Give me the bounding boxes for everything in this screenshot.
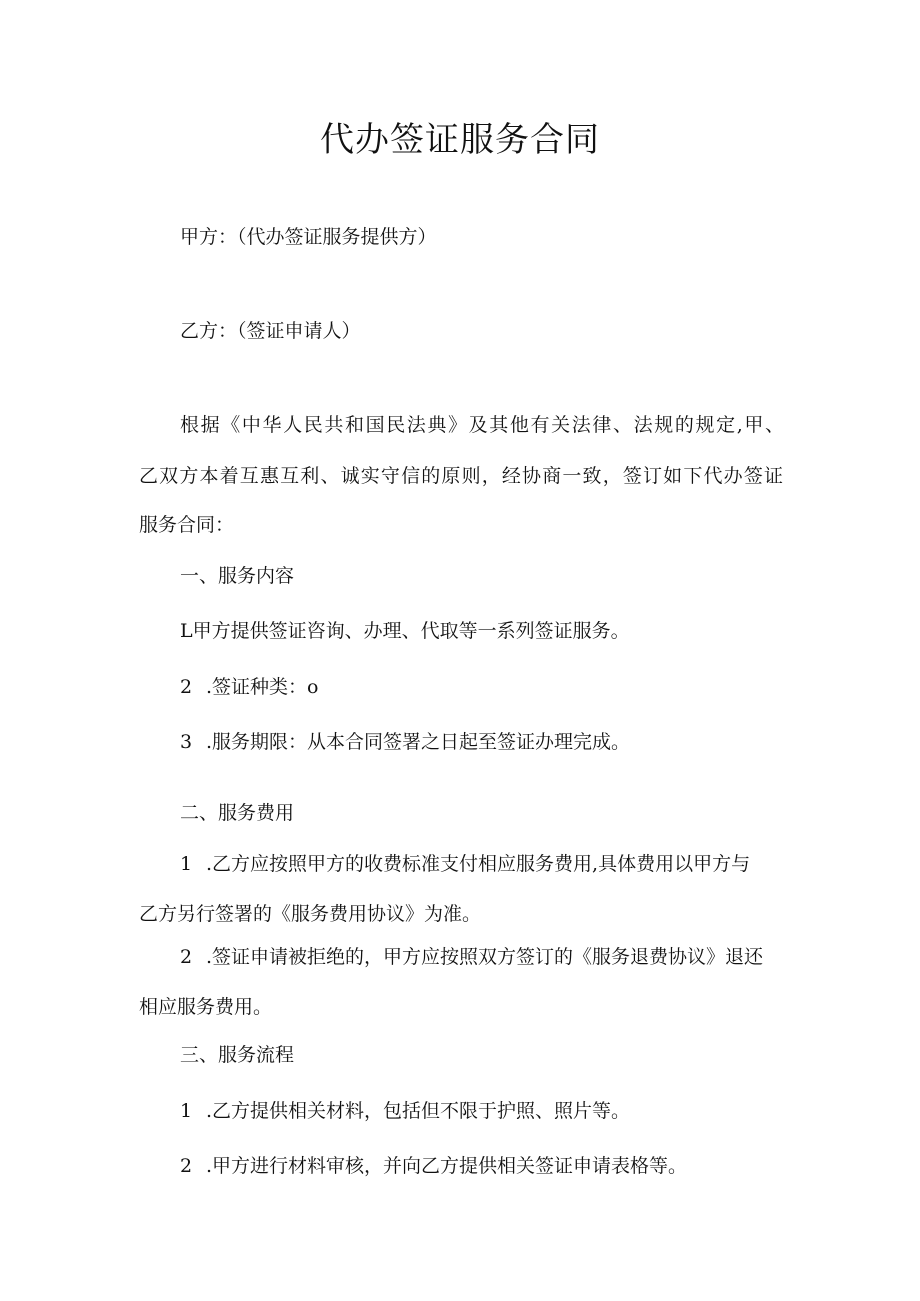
section1-item2-text: .签证种类：o: [206, 676, 319, 698]
section2-item1-text-1: .乙方应按照甲方的收费标准支付相应服务费用,具体费用以甲方与: [206, 853, 751, 875]
party-a-line: 甲方：（代办签证服务提供方）: [180, 226, 437, 248]
section1-item1: L甲方提供签证咨询、办理、代取等一系列签证服务。: [180, 620, 630, 642]
section3-heading: 三、服务流程: [180, 1044, 295, 1066]
section1-item3-number: 3: [180, 731, 193, 753]
section3-item2-text: .甲方进行材料审核，并向乙方提供相关签证申请表格等。: [206, 1155, 688, 1177]
section2-item2-text-1: .签证申请被拒绝的，甲方应按照双方签订的《服务退费协议》退还: [206, 946, 764, 968]
section2-item2-line1: [180, 942, 783, 972]
section2-item2-line2: 相应服务费用。: [139, 996, 273, 1018]
section1-heading: 一、服务内容: [180, 565, 295, 587]
section2-item2-number: 2: [180, 946, 193, 968]
preamble-line-1: [180, 410, 784, 440]
section2-heading: 二、服务费用: [180, 802, 295, 824]
section1-item3: [180, 727, 630, 757]
section3-item1-number: 1: [180, 1100, 193, 1122]
document-title: 代办签证服务合同: [320, 120, 600, 160]
preamble-text-2: 乙双方本着互惠互利、诚实守信的原则，经协商一致，签订如下代办签证: [139, 465, 783, 487]
section1-item3-text: .服务期限：从本合同签署之日起至签证办理完成。: [206, 731, 631, 753]
section2-item1-number: 1: [180, 853, 193, 875]
section1-item2-number: 2: [180, 676, 193, 698]
preamble-line-3: 服务合同：: [139, 514, 235, 536]
preamble-line-2: [139, 461, 783, 491]
party-b-line: 乙方：（签证申请人）: [180, 320, 361, 342]
section2-item1-line1: [180, 849, 783, 879]
section1-item2: [180, 672, 318, 702]
preamble-text-1: 根据《中华人民共和国民法典》及其他有关法律、法规的规定,甲、: [180, 414, 784, 436]
section3-item1-text: .乙方提供相关材料，包括但不限于护照、照片等。: [206, 1100, 631, 1122]
section3-item2-number: 2: [180, 1155, 193, 1177]
section3-item1: [180, 1096, 630, 1126]
section2-item1-line2: 乙方另行签署的《服务费用协议》为准。: [139, 903, 482, 925]
section3-item2: [180, 1151, 687, 1181]
